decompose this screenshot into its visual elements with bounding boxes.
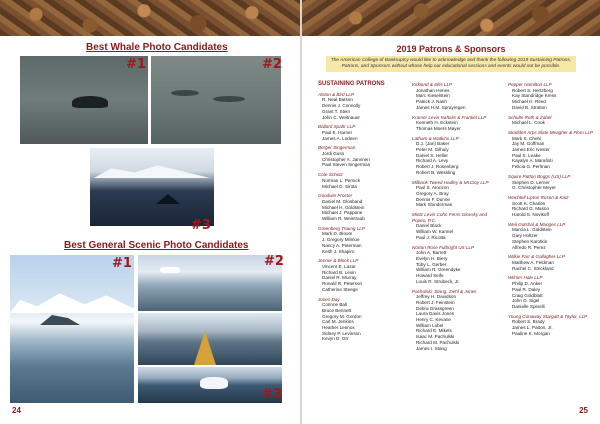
sponsor-member-name: James L. Patton, Jr. <box>512 325 553 331</box>
sponsor-member-name: Richard B. Levin <box>322 269 356 275</box>
whale-rank-2: #2 <box>262 57 282 72</box>
sponsor-member-name: Craig Goldblatt <box>512 292 543 298</box>
sustaining-patrons-heading: SUSTAINING PATRONS <box>318 81 385 87</box>
sponsor-firm-name: Wilkie Farr & Gallagher LLP <box>508 254 565 260</box>
scenic-rank-3: #3 <box>262 387 282 402</box>
whale-rank-1: #1 <box>126 57 146 72</box>
sponsor-group <box>508 195 596 218</box>
sponsor-member-name: James Eric Ivester <box>512 147 550 153</box>
sponsor-member-name: Michael J. Pappone <box>322 210 363 216</box>
sponsor-firm-name: Mintz Levin Cohn Ferris Glovsky and Popeo, P.C. <box>412 212 488 223</box>
sponsor-firm-name: Jones Day <box>318 296 340 302</box>
decorative-header-band <box>0 0 300 36</box>
scenic-rank-1: #1 <box>112 256 132 271</box>
sponsor-group <box>412 82 502 111</box>
sponsor-member-name: John A. Barrett <box>416 250 447 256</box>
sponsor-group <box>412 115 502 132</box>
sponsor-member-name: Jeffrey H. Davidson <box>416 294 457 300</box>
page-number-left: 24 <box>12 406 21 415</box>
sponsor-member-name: G. Christopher Meyer <box>512 185 556 191</box>
sponsor-member-name: Kay Standridge Kress <box>512 93 557 99</box>
sponsor-group <box>412 289 502 352</box>
sponsor-group <box>508 82 596 111</box>
sponsor-column-1 <box>318 82 402 346</box>
sponsor-group <box>508 275 596 309</box>
sponsor-member-name: John C. Weitnauer <box>322 114 360 120</box>
scenic-rank-2: #2 <box>264 254 284 269</box>
sponsor-firm-name: Wilmer Hale LLP <box>508 275 543 281</box>
sponsor-member-name: James I. Stang <box>416 345 447 351</box>
whale-photo-3 <box>90 148 214 226</box>
sponsor-member-name: Carl M. Jenkins <box>322 319 354 325</box>
sponsor-group <box>318 92 402 121</box>
sponsor-member-name: Patrick J. Nash <box>416 99 447 105</box>
sponsor-firm-name: Pepper Hamilton LLP <box>508 82 552 87</box>
sponsor-member-name: Stephen Karotkin <box>512 238 548 244</box>
sponsor-member-name: Gregory A. Bray <box>416 190 449 196</box>
sponsor-member-name: Marc Kieselstein <box>416 93 450 99</box>
sponsor-member-name: Kayalyn A. Marafioti <box>512 158 553 164</box>
sponsor-member-name: Catherine Steege <box>322 286 358 292</box>
sponsor-member-name: Scott K. Charles <box>512 200 546 206</box>
sponsor-member-name: John D. Sigel <box>512 298 540 304</box>
sponsor-firm-name: Berger Singerman <box>318 145 356 151</box>
whale-tail <box>72 96 108 108</box>
sponsor-group <box>508 314 596 337</box>
sponsor-member-name: Daniel R. Murray <box>322 275 357 281</box>
dark-ridge <box>40 315 80 325</box>
sponsor-member-name: Vincent E. Lazar <box>322 263 356 269</box>
sponsor-member-name: James A. Lodeen <box>322 135 358 141</box>
sponsor-firm-name: Schulte Roth & Zabel <box>508 114 552 120</box>
sponsor-firm-name: Ballard Spahr LLP <box>318 124 356 130</box>
whale-back <box>213 96 245 102</box>
mountain-range <box>94 164 210 178</box>
scenic-section-title: Best General Scenic Photo Candidates <box>64 240 249 251</box>
sponsor-member-name: Gregory M. Gordon <box>322 313 362 319</box>
sponsor-group <box>412 245 502 285</box>
sponsor-firm-name: Weil Gotshal & Manges LLP <box>508 221 566 227</box>
iceberg <box>200 377 228 389</box>
sponsor-firm-name: Latham & Watkins LLP <box>412 135 459 141</box>
sponsor-member-name: Rachel C. Strickland <box>512 265 554 271</box>
sponsor-group <box>318 145 402 168</box>
ice-floe <box>160 267 180 273</box>
sponsor-column-2 <box>412 82 502 355</box>
sponsor-member-name: Kevyn D. Orr <box>322 336 349 342</box>
sponsor-member-name: Robert J. Feinstein <box>416 299 455 305</box>
sponsor-member-name: William R. Greendyke <box>416 267 461 273</box>
whale-back <box>171 90 199 96</box>
scenic-photo-4 <box>138 367 282 403</box>
sponsor-member-name: Gary Holtzer <box>512 233 538 239</box>
sponsor-group <box>318 297 402 343</box>
sponsor-column-3 <box>508 82 596 340</box>
decorative-header-band <box>302 0 600 36</box>
sponsor-member-name: Jonathan Henes <box>416 87 450 93</box>
sponsor-member-name: Keith J. Shapiro <box>322 248 355 254</box>
sponsor-group <box>318 226 402 255</box>
sponsor-member-name: Robert S. Brady <box>512 319 545 325</box>
sponsor-member-name: Paul Steven Singerman <box>322 162 371 168</box>
sponsor-member-name: William W. Kannel <box>416 229 454 235</box>
sponsor-member-name: Michael D. Sirota <box>322 183 357 189</box>
sponsors-title: 2019 Patrons & Sponsors <box>396 44 506 54</box>
sponsor-firm-name: Skadden Arps Slate Meagher & Flom LLP <box>508 129 594 135</box>
sponsor-group <box>508 115 596 126</box>
sponsor-firm-name: Norton Rose Fulbright US LLP <box>412 244 475 250</box>
sponsor-member-name: Kenneth H. Eckstein <box>416 120 458 126</box>
sponsor-firm-name: Squire Patton Boggs (US) LLP <box>508 173 571 179</box>
sponsor-member-name: Michael L. Cook <box>512 120 545 126</box>
snowy-mountains <box>10 291 134 313</box>
sponsor-member-name: Stephen D. Lerner <box>512 179 550 185</box>
sponsor-member-name: Paul S. Leake <box>512 152 541 158</box>
sponsor-firm-name: Kramer Levin Naftalis & Frankel LLP <box>412 114 487 120</box>
kayak-bow <box>194 331 216 365</box>
sponsor-member-name: Mark D. Bloom <box>322 231 353 237</box>
page-number-right: 25 <box>579 406 588 415</box>
whale-rank-3: #3 <box>191 218 211 233</box>
sponsor-member-name: Felicia G. Perlman <box>512 164 550 170</box>
sponsor-member-name: Paul E. Harner <box>322 129 353 135</box>
sponsor-member-name: David B. Stratton <box>512 104 547 110</box>
sponsor-member-name: Daniel S. Heller <box>416 152 448 158</box>
sponsor-group <box>508 174 596 191</box>
sponsor-firm-name: Young Conaway Stargatt & Taylor, LLP <box>508 313 588 319</box>
sponsor-member-name: Danielle Spinelli <box>512 303 545 309</box>
sponsor-member-name: Debra Grassgreen <box>416 305 454 311</box>
sponsor-member-name: Richard G. Mason <box>512 206 550 212</box>
sponsor-group <box>508 254 596 271</box>
sponsor-member-name: Richard M. Pachulski <box>416 339 460 345</box>
sponsor-group <box>508 130 596 170</box>
sponsor-firm-name: Goodwin Procter <box>318 193 353 199</box>
sponsor-group <box>318 172 402 189</box>
right-page <box>302 0 600 424</box>
scenic-photo-2 <box>138 255 282 311</box>
sponsor-firm-name: Cole Schotz <box>318 172 343 178</box>
sponsor-member-name: Isaac M. Pachulski <box>416 334 455 340</box>
whale-fluke <box>156 194 180 204</box>
sponsor-member-name: Grant T. Stein <box>322 108 351 114</box>
sponsor-member-name: Peter M. Gilhuly <box>416 147 449 153</box>
sponsor-member-name: Nancy A. Peterman <box>322 242 362 248</box>
sponsor-firm-name: Pachulski, Stang, Ziehl & Jones <box>412 288 477 294</box>
sponsor-member-name: William Lobel <box>416 322 444 328</box>
whale-section-title: Best Whale Photo Candidates <box>86 42 228 53</box>
sponsor-member-name: Corinne Ball <box>322 302 348 308</box>
sponsor-group <box>508 222 596 251</box>
sponsor-member-name: Richard A. Levy <box>416 158 449 164</box>
sponsor-member-name: Norman L. Pernick <box>322 177 361 183</box>
sponsor-member-name: Mark Shinderman <box>416 202 453 208</box>
sponsor-member-name: Toby L. Gerber <box>416 261 447 267</box>
sponsor-member-name: Laura Davis Jones <box>416 311 455 317</box>
sponsor-firm-name: Milbank Tweed Hadley & McCloy LLP <box>412 179 489 185</box>
sponsor-firm-name: Jenner & Block LLP <box>318 258 359 264</box>
sponsors-blurb: The American College of Bankruptcy would like to acknowledge and thank the following 2019 Sustaining Patrons, Patrons, and Sponsors without whose help our educational sessions and events would not be possible. <box>326 56 576 72</box>
sponsor-group <box>412 180 502 209</box>
sponsor-member-name: Richard E. Mikels <box>416 328 452 334</box>
sponsor-member-name: William R. Weintraub <box>322 216 365 222</box>
sponsor-member-name: Dennis J. Connolly <box>322 103 361 109</box>
sponsor-member-name: Thomas Moers Mayer <box>416 125 461 131</box>
sponsor-member-name: Evelyn H. Biery <box>416 255 448 261</box>
sponsor-group <box>412 212 502 241</box>
sponsor-member-name: Matthew A. Feldman <box>512 259 554 265</box>
sponsor-firm-name: Alston & Bird LLP <box>318 91 355 97</box>
sponsor-member-name: Henry C. Kevane <box>416 317 451 323</box>
sponsor-member-name: Jay M. Goffman <box>512 141 545 147</box>
sponsor-member-name: James H.M. Sprayregen <box>416 104 466 110</box>
sponsor-member-name: Michael H. Goldstein <box>322 204 365 210</box>
sponsor-member-name: Marcia L. Goldstein <box>512 227 552 233</box>
sponsor-member-name: Pauline K. Morgan <box>512 330 550 336</box>
sponsor-member-name: Daniel M. Glosband <box>322 198 363 204</box>
sponsor-group <box>412 136 502 176</box>
sponsor-member-name: Sidney P. Levinson <box>322 330 361 336</box>
sponsor-member-name: R. Neal Batson <box>322 97 353 103</box>
sponsor-member-name: Ronald R. Peterson <box>322 281 363 287</box>
sponsor-firm-name: Kirkland & Ellis LLP <box>412 82 453 87</box>
sponsor-member-name: Philip D. Anker <box>512 281 543 287</box>
sponsor-firm-name: Greenberg Traurig LLP <box>318 225 365 231</box>
sponsor-group <box>318 193 402 222</box>
sponsor-member-name: Dennis F. Dunne <box>416 196 450 202</box>
sponsor-member-name: Howard Seife <box>416 273 444 279</box>
scenic-photo-3 <box>138 313 282 365</box>
sponsor-member-name: Robert B. Wessling <box>416 169 456 175</box>
sponsor-member-name: Heather Lennox <box>322 325 355 331</box>
scenic-photo-1 <box>10 255 134 403</box>
sponsor-member-name: Michael H. Reed <box>512 99 546 105</box>
sponsor-member-name: Robert J. Rosenberg <box>416 164 459 170</box>
sponsor-member-name: Daniel Black <box>416 223 442 229</box>
sponsor-member-name: Jordi Guso <box>322 151 345 157</box>
sponsor-member-name: Louis R. Strubeck, Jr. <box>416 278 460 284</box>
sponsor-member-name: Mark S. Chehi <box>512 135 542 141</box>
sponsor-member-name: Bruce Bennett <box>322 307 352 313</box>
sponsor-group <box>318 124 402 141</box>
sponsor-member-name: Paul S. Aronzon <box>416 185 449 191</box>
sponsor-member-name: Harold S. Novikoff <box>512 212 549 218</box>
sponsor-member-name: Robert S. Hertzberg <box>512 87 553 93</box>
sponsor-member-name: Alfredo R. Perez <box>512 244 546 250</box>
sponsor-firm-name: Wachtell Lipton Rosen & Katz <box>508 194 569 200</box>
sponsor-group <box>318 258 402 292</box>
sponsor-member-name: Paul R. Daley <box>512 286 541 292</box>
sponsor-member-name: Christopher A. Jarvinen <box>322 156 370 162</box>
sponsor-member-name: D.J. (Jan) Baker <box>416 141 450 147</box>
sponsor-member-name: J. Gregory Milmoe <box>322 237 360 243</box>
sponsor-member-name: Paul J. Ricotta <box>416 234 446 240</box>
